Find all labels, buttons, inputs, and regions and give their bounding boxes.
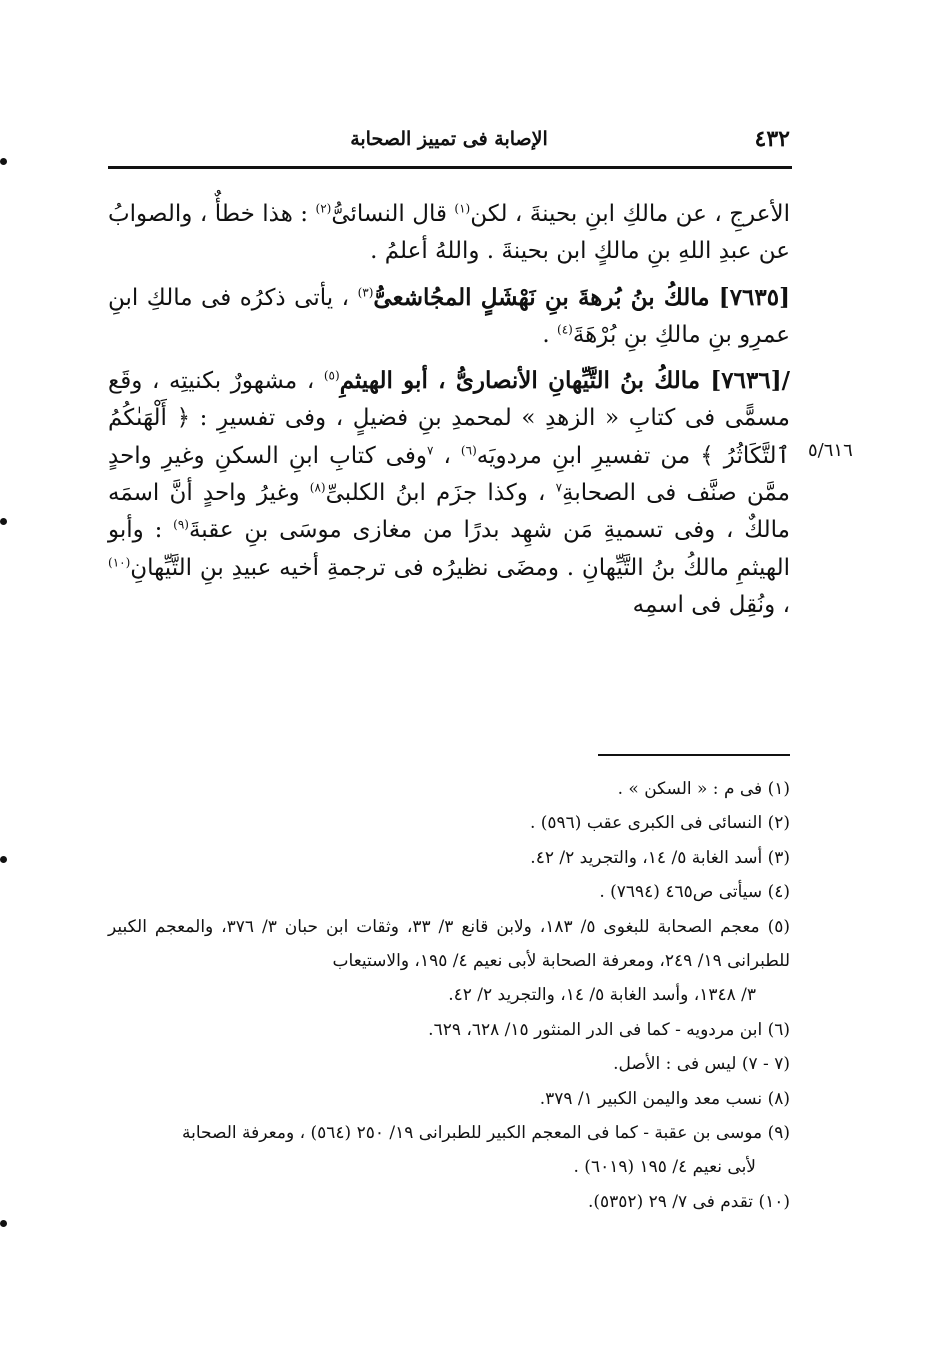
header-rule xyxy=(108,166,792,169)
footnote-7 xyxy=(108,1047,790,1081)
footnote-3 xyxy=(108,841,790,875)
text-run: ، وكذا جزَم ابنُ الكلبىِّ xyxy=(325,480,556,507)
footnote-9 xyxy=(108,1116,790,1185)
text-run: . xyxy=(542,321,558,348)
entry-number: [٧٦٣٥] xyxy=(718,283,790,311)
footnote-label: (٩) xyxy=(767,1123,790,1144)
footnote-ref-3: (٣) xyxy=(357,284,374,299)
footnotes xyxy=(108,772,790,1219)
footnote-label: (١) xyxy=(767,779,790,799)
footnote-label: (٤) xyxy=(767,882,790,903)
text-run: الأعرجِ ، عن مالكِ ابنِ بحينةَ ، لكن xyxy=(470,201,790,227)
footnote-label: (١٠) xyxy=(758,1191,790,1212)
footnote-ref-8: (٨) xyxy=(309,480,326,495)
entry-7635 xyxy=(108,279,790,355)
text-run: وفى كتابِ ابنِ السكنِ وغيرِ واحدٍ ممَّن صنَّف فى الصحابةِ xyxy=(108,442,790,507)
entry-heading: مالكُ بنُ بُرهةَ بنِ نَهْشَلٍ المجُاشعىُّ xyxy=(373,283,719,311)
footnote-text: سيأتى ص٤٦٥ (٧٦٩٤) . xyxy=(599,882,763,903)
footnote-label: (٦) xyxy=(767,1019,790,1040)
text-run: قال النسائىُّ xyxy=(331,201,455,227)
running-title: الإصابة فى تمييز الصحابة xyxy=(350,128,548,150)
footnote-text: ابن مردويه - كما فى الدر المنثور ١٥/ ٦٢٨، ٦٢٩. xyxy=(428,1019,763,1040)
footnote-1 xyxy=(108,772,790,806)
footnote-ref-4: (٤) xyxy=(557,322,573,337)
text-run: ، xyxy=(433,442,461,469)
footnote-ref-7-open: ٧ xyxy=(426,443,434,458)
text-run: وغيرُ واحدٍ أنَّ اسمَه مالكٌ ، وفى تسميةِ مَن شهِد بدرًا من مغازى موسَى بنِ عقبةَ xyxy=(108,480,790,544)
paragraph-1 xyxy=(108,196,790,271)
footnote-ref-2: (٢) xyxy=(315,201,332,216)
footnote-ref-6: (٦) xyxy=(460,443,477,458)
footnote-8 xyxy=(108,1082,790,1116)
page-break-slash: / xyxy=(781,367,790,395)
text-run: ، مشهورٌ بكنيتِه ، وقَع مسمًّى فى كتابِ « الزهدِ » لمحمدِ بنِ فضيلٍ ، وفى تفسيرِ : ﴿ أَلْهَىٰكُمُ ٱلتَّكَاثُرُ ﴾ من تفسيرِ ابنِ مردويَه xyxy=(108,368,791,469)
footnote-4 xyxy=(108,875,790,909)
footnote-text: معجم الصحابة للبغوى ٥/ ١٨٣، ولابن قانع ٣/ ٣٣، وثقات ابن حبان ٣/ ٣٧٦، والمعجم الكبير للطبرانى ١٩/ ٢٤٩، ومعرفة الصحابة لأبى نعيم ٤/ ١٩٥، والاستيعاب xyxy=(108,916,790,972)
footnote-separator xyxy=(598,754,790,756)
footnote-label: (٨) xyxy=(767,1088,790,1109)
footnote-ref-10: (١٠) xyxy=(108,555,131,570)
footnote-text: فى م : « السكن » . xyxy=(617,779,763,799)
footnote-text: موسى بن عقبة - كما فى المعجم الكبير للطبرانى ١٩/ ٢٥٠ (٥٦٤) ، ومعرفة الصحابة xyxy=(182,1123,763,1144)
scan-edge-mark xyxy=(0,158,7,165)
entry-number: [٧٦٣٦] xyxy=(710,367,782,395)
footnote-text: النسائى فى الكبرى عقب (٥٩٦) . xyxy=(529,813,763,834)
footnote-5 xyxy=(108,910,790,1013)
footnote-text: نسب معد واليمن الكبير ١/ ٣٧٩. xyxy=(539,1088,763,1109)
text-run: : هذا خطأٌ ، والصوابُ عن عبدِ اللهِ بنِ مالكٍ ابن بحينةَ . واللهُ أعلمُ . xyxy=(108,201,790,265)
footnote-label: (٣) xyxy=(767,847,790,868)
footnote-continuation: لأبى نعيم ٤/ ١٩٥ (٦٠١٩) . xyxy=(573,1157,756,1178)
margin-page-reference: ٥/٦١٦ xyxy=(808,440,853,461)
footnote-text: تقدم فى ٧/ ٢٩ (٥٣٥٢). xyxy=(587,1191,754,1212)
footnote-label: (٥) xyxy=(767,916,790,937)
footnote-label: (٢) xyxy=(767,813,790,834)
footnote-6 xyxy=(108,1013,790,1047)
main-text xyxy=(108,196,790,624)
footnote-text: أسد الغابة ٥/ ١٤، والتجريد ٢/ ٤٢. xyxy=(530,847,763,868)
scan-edge-mark xyxy=(0,856,7,863)
text-run: : وأبو الهيثمِ مالكُ بنُ التَّيِّهانِ . ومضَى نظيرُه فى ترجمةِ أخيه عبيدِ بنِ التَّيِّهانِ xyxy=(108,517,790,581)
footnote-ref-7-close: ٧ xyxy=(555,480,563,495)
entry-heading: مالكُ بنُ التَّيِّهانِ الأنصارىُّ ، أبو الهيثمِ xyxy=(339,367,711,395)
text-run: ، يأتى ذكرُه فى مالكِ ابنِ عمرِو بنِ مالكِ بنِ بُرْهَةَ xyxy=(108,284,790,348)
text-run: ، ونُقِل فى اسمِه xyxy=(632,591,790,618)
scan-edge-mark xyxy=(0,518,7,525)
footnote-ref-5: (٥) xyxy=(323,368,340,383)
page-header xyxy=(108,120,790,160)
footnote-label: (٧ - ٧) xyxy=(741,1054,790,1075)
footnote-continuation: ٣/ ١٣٤٨، وأسد الغابة ٥/ ١٤، والتجريد ٢/ ٤٢. xyxy=(448,985,756,1006)
scan-edge-mark xyxy=(0,1220,7,1227)
footnote-ref-1: (١) xyxy=(454,201,471,216)
page-number: ٤٣٢ xyxy=(754,126,790,152)
footnote-ref-9: (٩) xyxy=(173,517,189,532)
footnote-text: ليس فى : الأصل. xyxy=(613,1054,737,1075)
entry-7636 xyxy=(108,362,790,624)
footnote-2 xyxy=(108,806,790,840)
footnote-10 xyxy=(108,1185,790,1219)
